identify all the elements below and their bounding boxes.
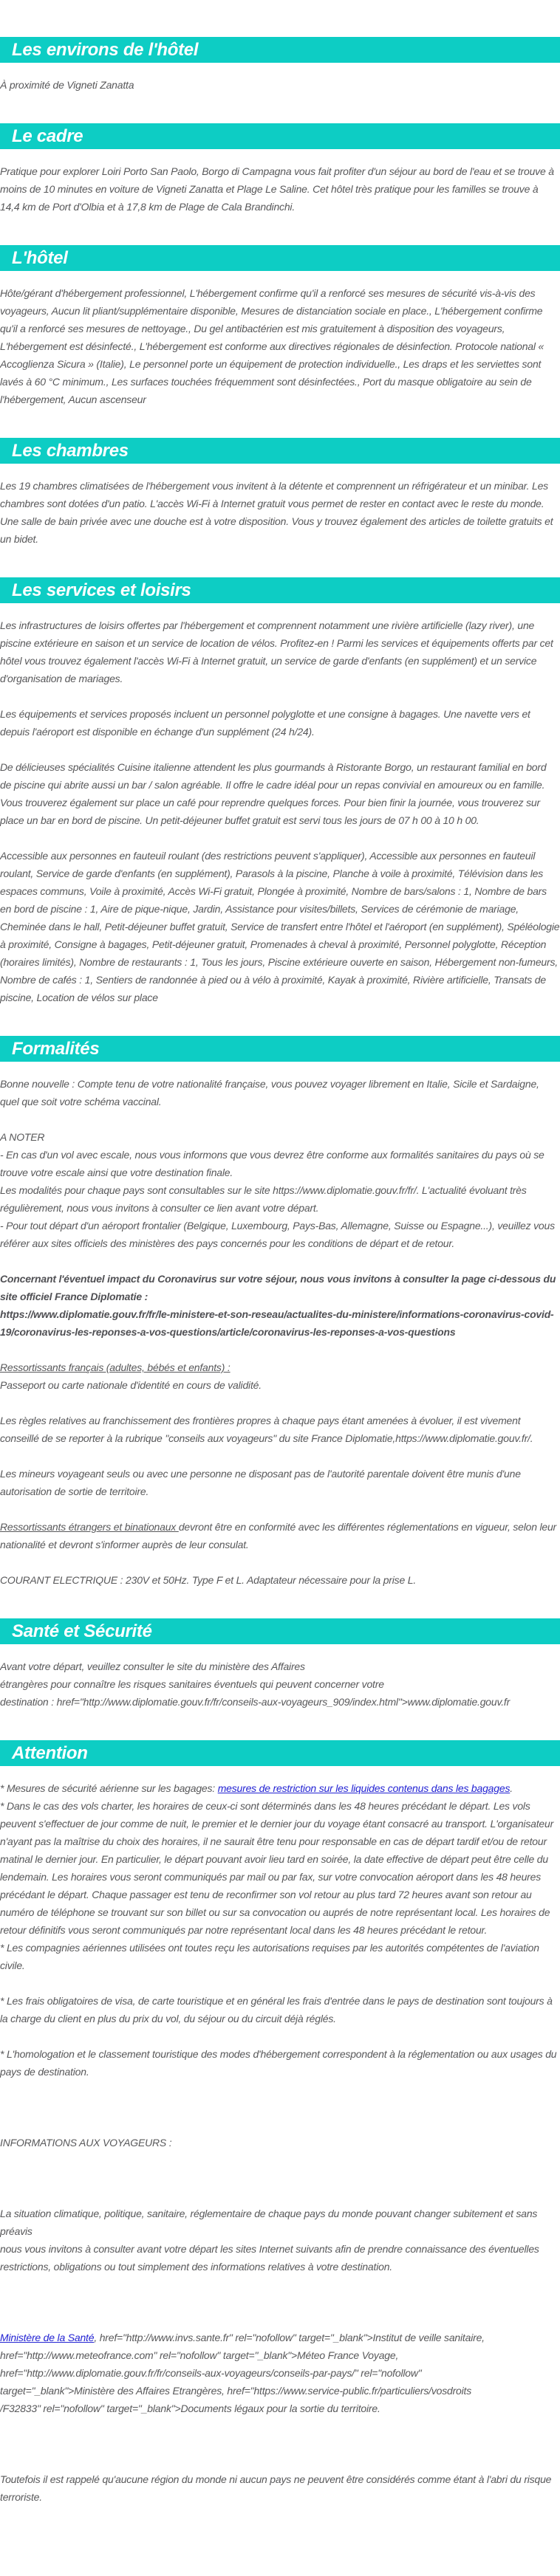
section-formalites xyxy=(0,1036,560,1589)
text-run: Pratique pour explorer Loiri Porto San Paolo, Borgo di Campagna vous fait profiter d'un séjour au bord de l'eau et se trouve à moins de 10 minutes en voiture de Vigneti Zanatta et Plage Le Saline. Cet hôtel très pratique pour les familles se trouve à 14,4 km de Port d'Olbia et à 17,8 km de Plage de Cala Brandinchi. xyxy=(0,165,554,213)
section-cadre xyxy=(0,123,560,216)
text-run: https://www.diplomatie.gouv.fr/fr/le-ministere-et-son-reseau/actualites-du-ministere/informations-coronavirus-covid-19/coronavirus-les-reponses-a-vos-questions/article/coronavirus-les-reponses-a-vos-questions xyxy=(0,1308,554,1338)
paragraph-frais-visa xyxy=(0,1992,560,2027)
text-run: Passeport ou carte nationale d'identité en cours de validité. xyxy=(0,1379,262,1391)
paragraph-infrastructures xyxy=(0,616,560,687)
paragraph-ressortissants-francais xyxy=(0,1359,560,1394)
text-run: destination : href="http://www.diplomatie.gouv.fr/fr/conseils-aux-voyageurs_909/index.html">www.diplomatie.gouv.fr xyxy=(0,1696,511,1708)
paragraph-restauration xyxy=(0,758,560,829)
section-title: Le cadre xyxy=(12,126,83,146)
text-run: Les équipements et services proposés incluent un personnel polyglotte et une consigne à bagages. Une navette vers et depuis l'aéroport est disponible en échange d'un supplément (24 h/24). xyxy=(0,708,530,738)
paragraph-a-noter xyxy=(0,1128,560,1252)
paragraph-regles-frontieres xyxy=(0,1412,560,1447)
text-run: Ressortissants français (adultes, bébés et enfants) : xyxy=(0,1361,231,1373)
paragraph-cadre xyxy=(0,162,560,216)
text-run: Les règles relatives au franchissement des frontières propres à chaque pays étant amenées à évoluer, il est vivement conseillé de se reporter à la rubrique "conseils aux voyageurs" du site France Diplomatie,https://www.diplomatie.gouv.fr/. xyxy=(0,1415,533,1444)
text-run: href="http://www.diplomatie.gouv.fr/fr/conseils-aux-voyageurs/conseils-par-pays/" rel="nofollow" xyxy=(0,2367,422,2379)
text-run: * Les frais obligatoires de visa, de carte touristique et en général les frais d'entrée dans le pays de destination sont toujours à la charge du client en plus du prix du vol, du séjour ou du circuit déjà réglés. xyxy=(0,1995,553,2024)
paragraph-bonne-nouvelle xyxy=(0,1075,560,1110)
text-run: target="_blank">Ministère des Affaires Etrangères, href="https://www.service-public.fr/particuliers/vosdroits xyxy=(0,2385,472,2397)
section-chambres xyxy=(0,438,560,548)
section-title: Les environs de l'hôtel xyxy=(12,39,199,60)
section-header-chambres xyxy=(0,438,560,464)
paragraph-bagages-vols xyxy=(0,1779,560,1974)
text-run: * Les compagnies aériennes utilisées ont toutes reçu les autorisations requises par les autorités compétentes de l'aviation civile. xyxy=(0,1942,539,1971)
text-run: , href="http://www.invs.sante.fr" rel="nofollow" target="_blank">Institut de veille sanitaire, xyxy=(94,2332,485,2343)
section-header-sante-securite xyxy=(0,1618,560,1644)
paragraph-liens-officiels xyxy=(0,2329,560,2417)
text-run: devront être en conformité avec les différentes réglementations en vigueur, selon leur nationalité et devront s'informer auprès de leur consulat. xyxy=(0,1521,557,1550)
text-run: - En cas d'un vol avec escale, nous vous informons que vous devrez être conforme aux formalités sanitaires du pays où se trouve votre escale ainsi que votre destination finale. xyxy=(0,1149,544,1178)
text-run: * Mesures de sécurité aérienne sur les bagages: xyxy=(0,1782,218,1794)
text-run: /F32833" rel="nofollow" target="_blank">Documents légaux pour la sortie du territoire. xyxy=(0,2402,380,2414)
paragraph-hotel xyxy=(0,284,560,408)
text-run: La situation climatique, politique, sanitaire, réglementaire de chaque pays du monde pouvant changer subitement et sans préavis xyxy=(0,2208,538,2237)
paragraph-informations-voyageurs xyxy=(0,2134,560,2151)
text-run: Ressortissants étrangers et binationaux xyxy=(0,1521,179,1533)
text-run: COURANT ELECTRIQUE : 230V et 50Hz. Type F et L. Adaptateur nécessaire pour la prise L. xyxy=(0,1574,417,1586)
text-run: - Pour tout départ d'un aéroport frontalier (Belgique, Luxembourg, Pays-Bas, Allemagne, Suisse ou Espagne...), veuillez vous référer aux sites officiels des ministères des pays concernés pour les conditions de départ et de retour. xyxy=(0,1220,555,1249)
paragraph-mineurs xyxy=(0,1465,560,1500)
text-run: Accessible aux personnes en fauteuil roulant (des restrictions peuvent s'appliquer), Accessible aux personnes en fauteuil roulant, Service de garde d'enfants (en supplément), Parasols à la piscine, Planche à voile à proximité, Télévision dans les espaces communs, Voile à proximité, Accès Wi-Fi gratuit, Plongée à proximité, Nombre de bars/salons : 1, Nombre de bars en bord de piscine : 1, Aire de pique-nique, Jardin, Assistance pour visites/billets, Services de cérémonie de mariage, Cheminée dans le hall, Petit-déjeuner buffet gratuit, Service de transfert entre l'hôtel et l'aéroport (en supplément), Spéléologie à proximité, Consigne à bagages, Petit-déjeuner gratuit, Promenades à cheval à proximité, Personnel polyglotte, Réception (horaires limités), Nombre de restaurants : 1, Tous les jours, Piscine extérieure ouverte en saison, Hébergement non-fumeurs, Nombre de cafés : 1, Sentiers de randonnée à pied ou à vélo à proximité, Kayak à proximité, Rivière artificielle, Transats de piscine, Location de vélos sur place xyxy=(0,850,560,1003)
text-run: étrangères pour connaître les risques sanitaires éventuels qui peuvent concerner votre xyxy=(0,1678,384,1690)
section-hotel xyxy=(0,245,560,408)
text-run: Bonne nouvelle : Compte tenu de votre nationalité française, vous pouvez voyager librement en Italie, Sicile et Sardaigne, quel que soit votre schéma vaccinal. xyxy=(0,1078,539,1107)
section-header-hotel xyxy=(0,245,560,271)
text-run: * Dans le cas des vols charter, les horaires de ceux-ci sont déterminés dans les 48 heures précédant le départ. Les vols peuvent s'effectuer de jour comme de nuit, le premier et le dernier jour du voyage étant consacré au transport. L'organisateur n'ayant pas la maîtrise du choix des horaires, il ne saurait être tenu pour responsable en cas de départ tardif et/ou de retour matinal le dernier jour. En particulier, le départ pouvant avoir lieu tard en soirée, la date effective de départ peut être celle du lendemain. Les horaires vous seront communiqués par mail ou par fax, sur votre convocation aéroport dans les 48 heures précédant le départ. Chaque passager est tenu de reconfirmer son vol retour au plus tard 72 heures avant son retour au numéro de téléphone se trouvant sur son billet ou sur sa convocation ou auprés de notre représentant local. Les horaires de retour définitifs vous seront communiqués par notre représentant local dans les 48 heures précédant le retour. xyxy=(0,1800,554,1936)
paragraph-situation xyxy=(0,2205,560,2276)
section-header-attention xyxy=(0,1740,560,1766)
paragraph-homologation xyxy=(0,2045,560,2081)
section-title: Formalités xyxy=(12,1038,100,1059)
section-header-formalites xyxy=(0,1036,560,1062)
text-run: Toutefois il est rappelé qu'aucune région du monde ni aucun pays ne peuvent être considérés comme étant à l'abri du risque terroriste. xyxy=(0,2473,552,2503)
section-header-cadre xyxy=(0,123,560,149)
section-title: L'hôtel xyxy=(12,247,68,268)
text-run: De délicieuses spécialités Cuisine italienne attendent les plus gourmands à Ristorante Borgo, un restaurant familial en bord de piscine qui abrite aussi un bar / salon agréable. Il offre le cadre idéal pour un repas convivial en amoureux ou en famille. Vous trouverez également sur place un café pour reprendre quelques forces. Pour bien finir la journée, vous trouverez sur place un bar en bord de piscine. Un petit-déjeuner buffet gratuit est servi tous les jours de 07 h 00 à 10 h 00. xyxy=(0,761,547,826)
section-title: Les chambres xyxy=(12,440,129,461)
text-run: . xyxy=(510,1782,513,1794)
section-sante-securite xyxy=(0,1618,560,1711)
text-run: nous vous invitons à consulter avant votre départ les sites Internet suivants afin de prendre connaissance des éventuelles restrictions, obligations ou tout simplement des informations relatives à votre destination. xyxy=(0,2243,539,2273)
section-environs-hotel xyxy=(0,37,560,94)
text-run: À proximité de Vigneti Zanatta xyxy=(0,79,134,91)
section-header-environs-hotel xyxy=(0,37,560,63)
paragraph-proximite xyxy=(0,76,560,94)
section-title: Santé et Sécurité xyxy=(12,1621,152,1641)
text-run: Les infrastructures de loisirs offertes par l'hébergement et comprennent notamment une rivière artificielle (lazy river), une piscine extérieure en saison et un service de location de vélos. Profitez-en ! Parmi les services et équipements offerts par cet hôtel vous trouvez également l'accès Wi-Fi à Internet gratuit, un service de garde d'enfants (en supplément) et un service d'organisation de mariages. xyxy=(0,619,553,684)
section-services-loisirs xyxy=(0,577,560,1006)
text-run: Hôte/gérant d'hébergement professionnel, L'hébergement confirme qu'il a renforcé ses mesures de sécurité vis-à-vis des voyageurs, Aucun lit pliant/supplémentaire disponible, Mesures de distanciation sociale en place., L'hébergement confirme qu'il a renforcé ses mesures de nettoyage., Du gel antibactérien est mis gratuitement à disposition des voyageurs, L'hébergement est désinfecté., L'hébergement est conforme aux directives régionales de désinfection. Protocole national « Accoglienza Sicura » (Italie), Le personnel porte un équipement de protection individuelle., Les draps et les serviettes sont lavés à 60 °C minimum., Les surfaces touchées fréquemment sont désinfectées., Port du masque obligatoire au sein de l'hébergement, Aucun ascenseur xyxy=(0,287,544,405)
text-run: Les modalités pour chaque pays sont consultables sur le site https://www.diplomatie.gouv.fr/fr/. L'actualité évoluant très régulièrement, nous vous invitons à consulter ce lien avant votre départ. xyxy=(0,1184,527,1214)
paragraph-sante xyxy=(0,1658,560,1711)
paragraph-coronavirus xyxy=(0,1270,560,1341)
link[interactable]: Ministère de la Santé xyxy=(0,2332,95,2343)
section-attention xyxy=(0,1740,560,2506)
text-run: href="http://www.meteofrance.com" rel="nofollow" target="_blank">Méteo France Voyage, xyxy=(0,2349,399,2361)
link[interactable]: mesures de restriction sur les liquides contenus dans les bagages xyxy=(217,1782,511,1794)
text-run: * L'homologation et le classement touristique des modes d'hébergement correspondent à la réglementation ou aux usages du pays de destination. xyxy=(0,2048,557,2078)
section-title: Attention xyxy=(12,1742,88,1763)
text-run: INFORMATIONS AUX VOYAGEURS : xyxy=(0,2137,172,2149)
paragraph-liste-equipements xyxy=(0,847,560,1006)
paragraph-equipements xyxy=(0,705,560,741)
text-run: A NOTER xyxy=(0,1131,45,1143)
paragraph-risque-terroriste xyxy=(0,2470,560,2506)
section-header-services-loisirs xyxy=(0,577,560,603)
paragraph-ressortissants-etrangers xyxy=(0,1518,560,1553)
section-title: Les services et loisirs xyxy=(12,580,191,600)
text-run: Concernant l'éventuel impact du Coronavirus sur votre séjour, nous vous invitons à consulter la page ci-dessous du site officiel France Diplomatie : xyxy=(0,1273,556,1302)
text-run: Les 19 chambres climatisées de l'hébergement vous invitent à la détente et comprennent un réfrigérateur et un minibar. Les chambres sont dotées d'un patio. L'accès Wi-Fi à Internet gratuit vous permet de rester en contact avec le reste du monde. Une salle de bain privée avec une douche est à votre disposition. Vous y trouvez également des articles de toilette gratuits et un bidet. xyxy=(0,480,553,545)
paragraph-courant-electrique xyxy=(0,1571,560,1589)
text-run: Avant votre départ, veuillez consulter le site du ministère des Affaires xyxy=(0,1660,305,1672)
text-run: Les mineurs voyageant seuls ou avec une personne ne disposant pas de l'autorité parentale doivent être munis d'une autorisation de sortie de territoire. xyxy=(0,1468,521,1497)
paragraph-chambres xyxy=(0,477,560,548)
